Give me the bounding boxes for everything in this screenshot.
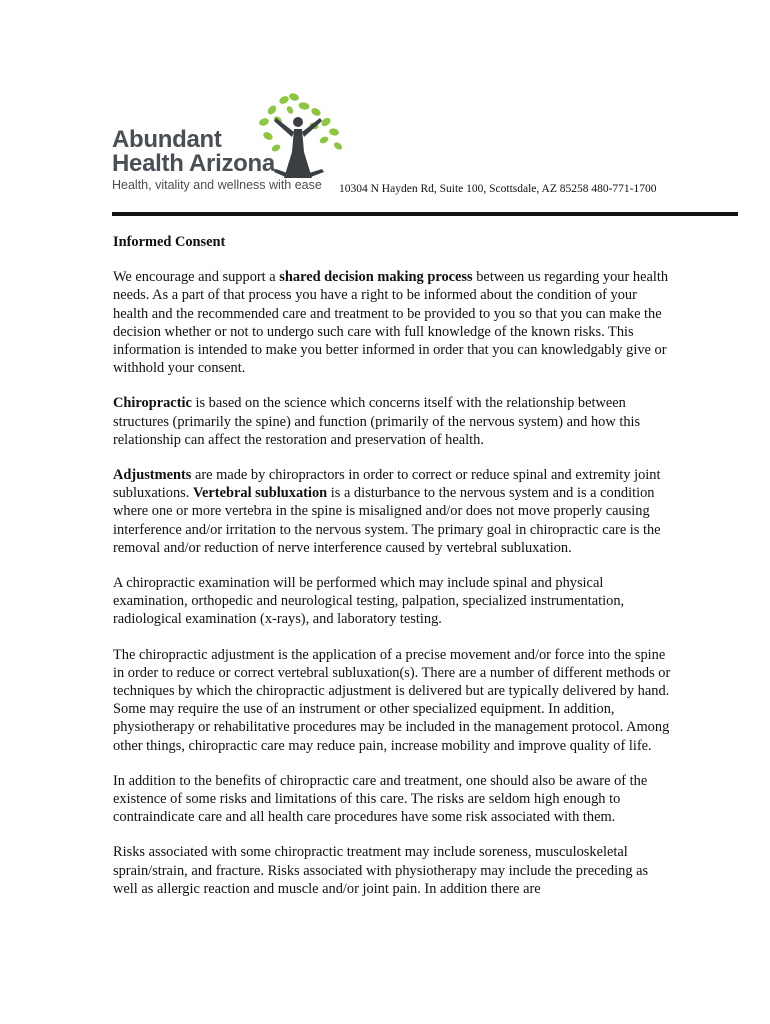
paragraph-risks: Risks associated with some chiropractic treatment may include soreness, musculoskeletal sprain/strain, and fracture. Risks associated with physiotherapy may include the preceding as well as allergic reaction and muscle and/or joint pain. In addition there are [113, 844, 649, 897]
paragraph-benefits-risks: In addition to the benefits of chiropractic care and treatment, one should also be aware of the existence of some risks and limitations of this care. The risks are seldom high enough to contraindicate care and all health care procedures have some risk associated with them. [113, 772, 648, 826]
logo-line-2: Health Arizona [112, 150, 275, 177]
paragraph-shared-decision [113, 268, 673, 377]
p3-text-end: is a disturbance to the nervous system and is a condition where one or more vertebra in the spine is misaligned and/or does not move properly causing interference and/or irritation to the nervous system. The primary goal in chiropractic care is the removal and/or reduction of nerve interference caused by vertebral subluxation. [113, 485, 661, 556]
p3-bold-term-2: Vertebral subluxation [192, 485, 328, 502]
p3-text-mid: are made by chiropractors in order to correct or reduce spinal and extremity joint subluxations. [113, 467, 661, 502]
consent-document-body [113, 233, 673, 915]
company-logo [112, 92, 344, 200]
paragraph-chiropractic [113, 394, 673, 449]
clinic-address: 10304 N Hayden Rd, Suite 100, Scottsdale, AZ 85258 480-771-1700 [339, 183, 657, 195]
p1-bold-term: shared decision making process [279, 269, 473, 286]
paragraph-adjustments [113, 466, 673, 557]
tree-person-icon [254, 92, 350, 180]
logo-wordmark [112, 128, 275, 176]
p1-text-end: between us regarding your health needs. As a part of that process you have a right to be informed about the condition of your health and the recommended care and treatment to be provided to you so that you can make the decision whether or not to undergo such care with full knowledge of the known risks. This information is intended to make you better informed in order that you can knowledgably give or withhold your consent. [113, 269, 669, 377]
logo-line-1: Abundant [112, 126, 222, 153]
logo-tagline: Health, vitality and wellness with ease [112, 178, 322, 192]
header-divider [112, 212, 738, 216]
paragraph-examination: A chiropractic examination will be performed which may include spinal and physical examination, orthopedic and neurological testing, palpation, specialized instrumentation, radiological examination (x-rays), and laboratory testing. [113, 575, 625, 628]
p2-bold-term: Chiropractic [113, 395, 192, 412]
p3-bold-term-1: Adjustments [113, 467, 192, 484]
p2-text: is based on the science which concerns itself with the relationship between structures (primarily the spine) and function (primarily of the nervous system) and how this relationship can affect the restoration and preservation of health. [113, 395, 641, 448]
document-title: Informed Consent [113, 234, 226, 250]
p1-text-start: We encourage and support a [113, 269, 280, 286]
paragraph-adjustment-method: The chiropractic adjustment is the application of a precise movement and/or force into the spine in order to reduce or correct vertebral subluxation(s). There are a number of different methods or techniques by which the chiropractic adjustment is delivered but are typically delivered by hand. Some may require the use of an instrument or other specialized equipment. In addition, physiotherapy or rehabilitative procedures may be included in the management protocol. Among other things, chiropractic care may reduce pain, increase mobility and improve quality of life. [113, 646, 671, 754]
